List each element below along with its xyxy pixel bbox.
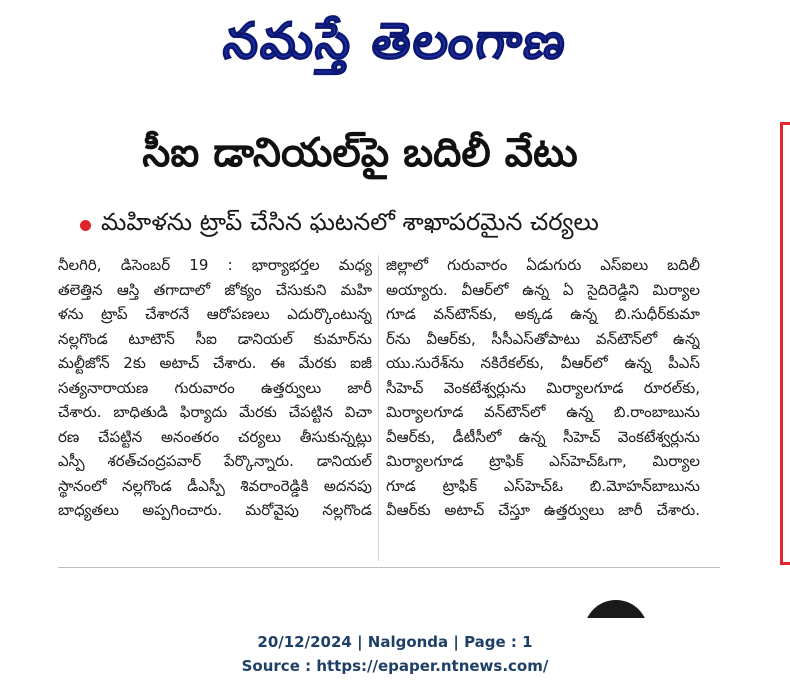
article-line: యు.సురేశ్‌ను నకిరేకల్‌కు, వీఆర్‌లో ఉన్న పీఎస్ xyxy=(386,354,700,372)
article-line: చేశారు. బాధితుడి ఫిర్యాదు మేరకు చేపట్టిన విచా xyxy=(58,403,372,421)
footer-source: Source : https://epaper.ntnews.com/ xyxy=(241,657,549,675)
adjacent-article-red-border xyxy=(780,122,790,565)
article-column-left xyxy=(58,253,372,571)
article-line: మల్టీజోన్ 2కు అటాచ్ చేశారు. ఈ మేరకు ఐజీ xyxy=(58,354,372,372)
column-divider xyxy=(378,255,379,561)
article-line: అయ్యారు. వీఆర్‌లో ఉన్న ఏ సైదిరెడ్డిని మిర్యాల xyxy=(386,280,700,299)
article-line: తలెత్తిన ఆస్తి తగాదాలో జోక్యం చేసుకుని మహి xyxy=(58,280,372,299)
article-line: రణ చేపట్టిన అనంతరం చర్యలు తీసుకున్నట్లు xyxy=(58,427,372,446)
article-line: నల్లగొండ టూటౌన్ సీఐ డానియల్ కుమార్‌ను xyxy=(58,329,372,348)
article-line: గూడ వన్‌టౌన్‌కు, అక్కడ ఉన్న బి.సుధీర్‌కుమా xyxy=(386,305,700,323)
article-line: ఎస్పీ శరత్‌చంద్రపవార్ పేర్కొన్నారు. డానియల్ xyxy=(58,452,372,470)
article-line: సత్యనారాయణ గురువారం ఉత్తర్వులు జారీ xyxy=(58,378,372,397)
article-headline: సీఐ డానియల్‌పై బదిలీ వేటు xyxy=(142,130,578,176)
article-line: జిల్లాలో గురువారం ఏడుగురు ఎస్‌ఐలు బదిలీ xyxy=(386,256,700,274)
article-line: సీహెచ్ వెంకటేశ్వర్లును మిర్యాలగూడ రూరల్‌కు, xyxy=(386,378,700,397)
article-line: ర్‌ను వీఆర్‌కు, సీసీఎస్‌తోపాటు వన్‌టౌన్‌లో ఉన్న xyxy=(386,329,700,348)
article-line: వీఆర్‌కు అటాచ్ చేస్తూ ఉత్తర్వులు జారీ చేశారు. xyxy=(386,501,700,519)
article-line: గూడ ట్రాఫిక్ ఎస్‌హెచ్‌ఓ బి.మోహన్‌బాబును xyxy=(386,476,700,495)
article-line: మిర్యాలగూడ వన్‌టౌన్‌లో ఉన్న బి.రాంబాబును xyxy=(386,403,700,421)
article-column-right xyxy=(386,253,700,571)
masthead xyxy=(0,4,790,90)
article-line: బాధ్యతలు అప్పగించారు. మరోవైపు నల్లగొండ xyxy=(58,501,372,519)
clipping-footer xyxy=(0,630,790,678)
subheadline-text: మహిళను ట్రాప్ చేసిన ఘటనలో శాఖాపరమైన చర్యలు xyxy=(101,208,599,236)
red-bullet-icon xyxy=(80,220,91,231)
article-line: నీలగిరి, డిసెంబర్ 19 : భార్యాభర్తల మధ్య xyxy=(58,256,372,274)
article-line: స్థానంలో నల్లగొండ డీఎస్పీ శివరాంరెడ్డికి అదనపు xyxy=(58,476,372,495)
newspaper-logo-text: నమస్తే తెలంగాణ xyxy=(220,11,571,70)
article-line: ళను ట్రాప్ చేశారనే ఆరోపణలు ఎదుర్కొంటున్న xyxy=(58,305,372,323)
article-line: వీఆర్‌కు, డీటీసీలో ఉన్న సీహెచ్ వెంకటేశ్వర్లును xyxy=(386,427,700,446)
article-subheadline xyxy=(80,207,720,243)
article-bottom-rule xyxy=(58,567,720,568)
article-body xyxy=(58,253,720,571)
footer-date-edition: 20/12/2024 | Nalgonda | Page : 1 xyxy=(257,633,533,651)
article-line: మిర్యాలగూడ ట్రాఫిక్ ఎస్‌హెచ్‌ఓగా, మిర్యాల xyxy=(386,452,700,470)
